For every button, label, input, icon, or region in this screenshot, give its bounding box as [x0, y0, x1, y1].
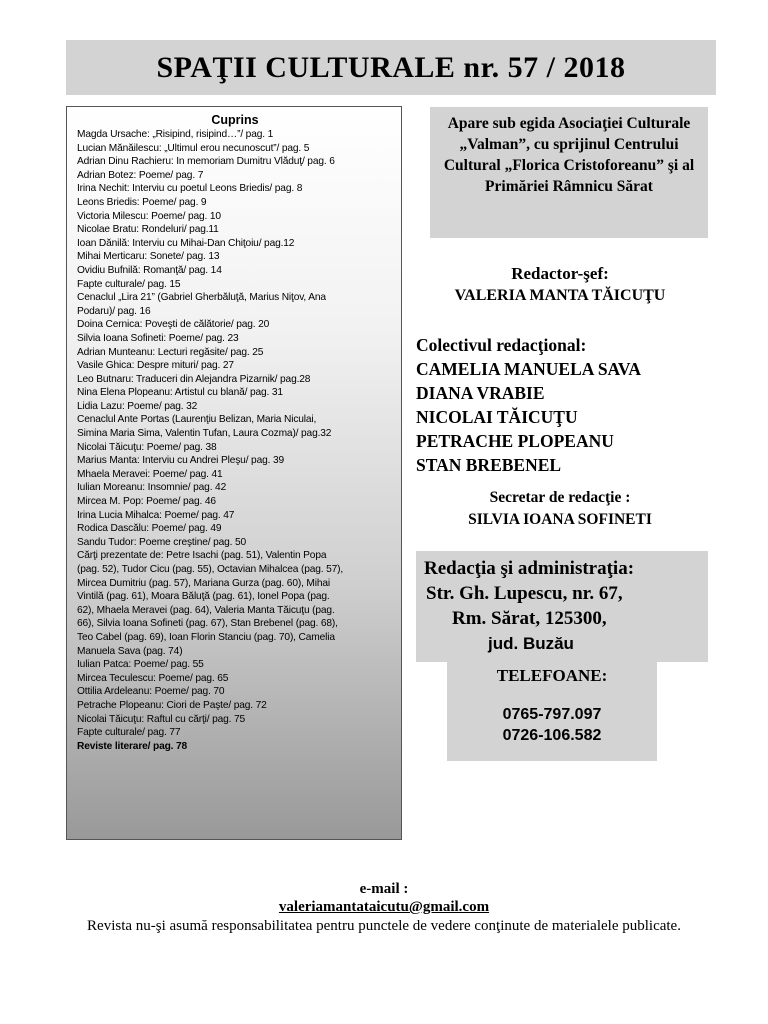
toc-entry: Mircea Teculescu: Poeme/ pag. 65: [77, 672, 229, 684]
address-box: [416, 551, 708, 662]
address-city: Rm. Sărat, 125300,: [452, 608, 607, 629]
toc-entry: Mircea M. Pop: Poeme/ pag. 46: [77, 496, 216, 508]
email-label: e-mail :: [359, 881, 409, 897]
toc-entry: Fapte culturale/ pag. 77: [77, 727, 181, 739]
address-county: jud. Buzău: [488, 634, 574, 653]
secretary-name: SILVIA IOANA SOFINETI: [468, 511, 652, 528]
toc-entry: Mihai Merticaru: Sonete/ pag. 13: [77, 251, 220, 263]
toc-entry-last: Reviste literare/ pag. 78: [77, 740, 188, 752]
address-street: Str. Gh. Lupescu, nr. 67,: [426, 583, 623, 604]
toc-entry: Adrian Dinu Rachieru: In memoriam Dumitru Vlăduţ/ pag. 6: [77, 156, 335, 168]
toc-entry: Ioan Dănilă: Interviu cu Mihai-Dan Chiţoiu/ pag.12: [77, 237, 295, 249]
toc-entry: Ottilia Ardeleanu: Poeme/ pag. 70: [77, 686, 225, 698]
toc-entry: Vasile Ghica: Despre mituri/ pag. 27: [77, 360, 234, 372]
toc-entry: Mhaela Meravei: Poeme/ pag. 41: [77, 468, 223, 480]
editorial-board-label: Colectivul redacţional:: [416, 335, 587, 355]
title-banner: [66, 40, 716, 95]
toc-entry: Victoria Milescu: Poeme/ pag. 10: [77, 210, 221, 222]
toc-entry: Ovidiu Bufnilă: Romanţă/ pag. 14: [77, 264, 222, 276]
toc-entry: Petrache Plopeanu: Ciori de Paşte/ pag. 72: [77, 699, 267, 711]
toc-entry: Doina Cernica: Poveşti de călătorie/ pag. 20: [77, 319, 270, 331]
page-title: SPAŢII CULTURALE nr. 57 / 2018: [156, 50, 626, 84]
toc-entry: Adrian Botez: Poeme/ pag. 7: [77, 169, 204, 181]
toc-entry: Irina Nechit: Interviu cu poetul Leons Briedis/ pag. 8: [77, 183, 303, 195]
toc-heading: Cuprins: [211, 113, 259, 127]
toc-entry: Irina Lucia Mihalca: Poeme/ pag. 47: [77, 509, 235, 521]
toc-entry: Iulian Patca: Poeme/ pag. 55: [77, 659, 204, 671]
toc-entry: Adrian Munteanu: Lecturi regăsite/ pag. 25: [77, 346, 264, 358]
toc-entry: Nina Elena Plopeanu: Artistul cu blană/ pag. 31: [77, 387, 283, 399]
toc-entry: Sandu Tudor: Poeme creştine/ pag. 50: [77, 536, 247, 548]
email-link[interactable]: valeriamantataicutu@gmail.com: [278, 899, 490, 915]
phone-number: 0726-106.582: [502, 727, 602, 744]
disclaimer: Revista nu-şi asumă responsabilitatea pentru punctele de vedere conţinute de materialele publicate.: [87, 918, 681, 934]
toc-entry: Nicolai Tăicuţu: Poeme/ pag. 38: [77, 441, 217, 453]
phones-label: TELEFOANE:: [496, 666, 608, 685]
editorial-board-member: CAMELIA MANUELA SAVA: [416, 359, 641, 379]
phones-box: [447, 661, 657, 761]
sponsorship-box: Apare sub egida Asociaţiei Culturale „Valman”, cu sprijinul Centrului Cultural „Florica Cristoforeanu” şi al Primăriei Râmnicu Sărat: [430, 107, 708, 238]
phone-number: 0765-797.097: [502, 706, 602, 723]
toc-entry: Cenaclul Ante Portas (Laurenţiu Belizan, Maria Niculai, Simina Maria Sima, Valentin Tufan, Laura Cozma)/ pag.32: [77, 414, 332, 440]
editorial-board-member: NICOLAI TĂICUŢU: [416, 407, 578, 427]
toc-entry: Cărţi prezentate de: Petre Isachi (pag. 51), Valentin Popa (pag. 52), Tudor Cicu (pag. 55), Octavian Mihalcea (pag. 57), Mircea Dumitriu (pag. 57), Mariana Gurza (pag. 60), Mihai Vintilă (pag. 61), Moara Băluţă (pag. 61), Ionel Popa (pag. 62), Mhaela Meravei (pag. 64), Valeria Manta Tăicuţu (pag. 66), Silvia Ioana Sofineti (pag. 67), Stan Brebenel (pag. 68), Teo Cabel (pag. 69), Ioan Florin Stanciu (pag. 70), Camelia Manuela Sava (pag. 74): [77, 550, 344, 657]
address-heading: Redacţia şi administraţia:: [424, 558, 635, 579]
toc-entry: Iulian Moreanu: Insomnie/ pag. 42: [77, 482, 227, 494]
toc-entry: Lucian Mănăilescu: „Ultimul erou necunoscut”/ pag. 5: [77, 142, 310, 154]
toc-entry: Marius Manta: Interviu cu Andrei Pleşu/ pag. 39: [77, 455, 285, 467]
toc-entry: Cenaclul „Lira 21” (Gabriel Gherbăluţă, Marius Niţov, Ana Podaru)/ pag. 16: [77, 292, 326, 317]
footer: [0, 880, 768, 935]
editor-in-chief-label: Redactor-şef:: [511, 264, 609, 283]
toc-entry: Fapte culturale/ pag. 15: [77, 278, 181, 290]
secretary-label: Secretar de redacţie :: [489, 489, 631, 506]
editorial-board-member: DIANA VRABIE: [416, 383, 545, 403]
toc-entries: [77, 128, 393, 740]
toc-entry: Silvia Ioana Sofineti: Poeme/ pag. 23: [77, 332, 239, 344]
toc-entry: Magda Ursache: „Risipind, risipind…”/ pag. 1: [77, 129, 274, 140]
editor-in-chief-name: VALERIA MANTA TĂICUŢU: [454, 287, 666, 304]
table-of-contents: [66, 106, 402, 840]
toc-entry: Rodica Dascălu: Poeme/ pag. 49: [77, 523, 222, 535]
toc-entry: Nicolai Tăicuţu: Raftul cu cărţi/ pag. 75: [77, 713, 246, 725]
toc-entry: Nicolae Bratu: Rondeluri/ pag.11: [77, 224, 219, 236]
toc-entry: Leo Butnaru: Traduceri din Alejandra Pizarnik/ pag.28: [77, 373, 311, 385]
editorial-board-member: STAN BREBENEL: [416, 455, 562, 475]
editorial-board-member: PETRACHE PLOPEANU: [416, 431, 614, 451]
editorial-board: [416, 333, 641, 477]
toc-entry: Leons Briedis: Poeme/ pag. 9: [77, 196, 207, 208]
toc-entry: Lidia Lazu: Poeme/ pag. 32: [77, 400, 198, 412]
